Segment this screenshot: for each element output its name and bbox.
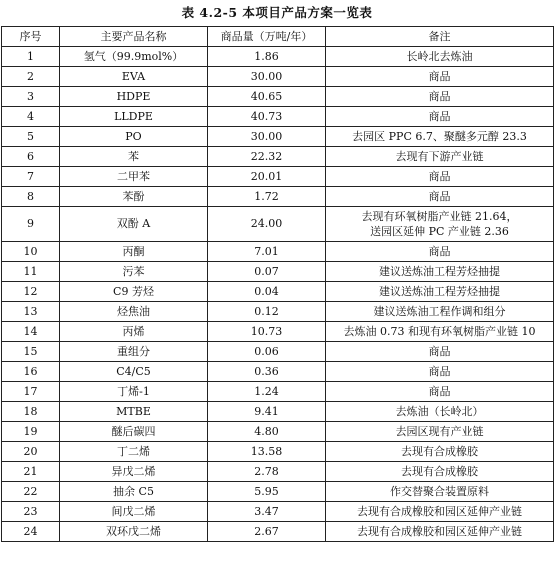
row-note <box>326 302 554 322</box>
row-no: 1 <box>2 47 60 67</box>
row-note <box>326 107 554 127</box>
row-note <box>326 442 554 462</box>
row-note-line: 去园区 PPC 6.7、聚醚多元醇 23.3 <box>352 129 527 143</box>
row-note-line: 商品 <box>428 244 451 258</box>
table-row <box>2 462 554 482</box>
table-header-row <box>2 27 554 47</box>
table-row <box>2 107 554 127</box>
row-note-line: 长岭北去炼油 <box>406 49 473 63</box>
row-no: 21 <box>2 462 60 482</box>
table-row <box>2 167 554 187</box>
row-note <box>326 522 554 542</box>
row-quantity: 0.07 <box>208 262 326 282</box>
row-quantity: 9.41 <box>208 402 326 422</box>
row-note-line: 商品 <box>428 89 451 103</box>
table-row <box>2 147 554 167</box>
row-quantity: 1.24 <box>208 382 326 402</box>
table-caption: 表 4.2-5 本项目产品方案一览表 <box>181 5 373 20</box>
row-no: 17 <box>2 382 60 402</box>
row-product-name: MTBE <box>60 402 208 422</box>
table-row <box>2 242 554 262</box>
row-quantity: 40.73 <box>208 107 326 127</box>
row-note-line: 商品 <box>428 109 451 123</box>
row-product-name: HDPE <box>60 87 208 107</box>
table-row <box>2 522 554 542</box>
row-note-line: 建议送炼油工程作调和组分 <box>373 304 506 318</box>
row-no: 2 <box>2 67 60 87</box>
row-note <box>326 402 554 422</box>
row-note <box>326 242 554 262</box>
row-product-name: 苯 <box>60 147 208 167</box>
row-no: 24 <box>2 522 60 542</box>
row-product-name: C9 芳烃 <box>60 282 208 302</box>
row-no: 3 <box>2 87 60 107</box>
row-quantity: 40.65 <box>208 87 326 107</box>
row-no: 20 <box>2 442 60 462</box>
row-note <box>326 462 554 482</box>
row-note-line: 商品 <box>428 189 451 203</box>
row-quantity: 0.04 <box>208 282 326 302</box>
row-note <box>326 382 554 402</box>
row-no: 4 <box>2 107 60 127</box>
row-quantity: 20.01 <box>208 167 326 187</box>
row-note-line: 送园区延伸 PC 产业链 2.36 <box>370 225 509 238</box>
row-quantity: 2.78 <box>208 462 326 482</box>
row-note <box>326 187 554 207</box>
header-no: 序号 <box>2 27 60 47</box>
product-table <box>1 26 554 542</box>
row-note <box>326 502 554 522</box>
row-note <box>326 262 554 282</box>
row-product-name: 间戊二烯 <box>60 502 208 522</box>
row-product-name: 丙烯 <box>60 322 208 342</box>
table-row <box>2 402 554 422</box>
row-product-name: 丁烯-1 <box>60 382 208 402</box>
table-row <box>2 482 554 502</box>
row-note <box>326 322 554 342</box>
row-note <box>326 167 554 187</box>
row-product-name: C4/C5 <box>60 362 208 382</box>
row-quantity: 1.86 <box>208 47 326 67</box>
table-row <box>2 127 554 147</box>
row-product-name: 烃焦油 <box>60 302 208 322</box>
row-quantity: 4.80 <box>208 422 326 442</box>
row-product-name: 双酚 A <box>60 207 208 242</box>
row-note-line: 去现有下游产业链 <box>395 149 484 163</box>
row-no: 12 <box>2 282 60 302</box>
row-note <box>326 127 554 147</box>
row-note-line: 商品 <box>428 384 451 398</box>
row-quantity: 22.32 <box>208 147 326 167</box>
row-note-line: 商品 <box>428 69 451 83</box>
row-note-line: 去现有合成橡胶和园区延伸产业链 <box>357 504 522 518</box>
row-no: 9 <box>2 207 60 242</box>
row-note <box>326 47 554 67</box>
table-row <box>2 422 554 442</box>
header-quantity: 商品量（万吨/年） <box>208 27 326 47</box>
row-note <box>326 67 554 87</box>
row-quantity: 30.00 <box>208 127 326 147</box>
row-no: 5 <box>2 127 60 147</box>
row-no: 19 <box>2 422 60 442</box>
row-product-name: 污苯 <box>60 262 208 282</box>
row-note-line: 去园区现有产业链 <box>395 424 484 438</box>
row-product-name: PO <box>60 127 208 147</box>
row-quantity: 24.00 <box>208 207 326 242</box>
row-no: 14 <box>2 322 60 342</box>
row-note-line: 去炼油 0.73 和现有环氧树脂产业链 10 <box>343 324 536 338</box>
row-note <box>326 207 554 242</box>
row-quantity: 0.12 <box>208 302 326 322</box>
row-product-name: 丁二烯 <box>60 442 208 462</box>
header-product-name: 主要产品名称 <box>60 27 208 47</box>
table-row <box>2 322 554 342</box>
row-product-name: 抽余 C5 <box>60 482 208 502</box>
table-row <box>2 362 554 382</box>
row-product-name: 二甲苯 <box>60 167 208 187</box>
row-quantity: 0.36 <box>208 362 326 382</box>
row-no: 10 <box>2 242 60 262</box>
table-row <box>2 302 554 322</box>
table-row <box>2 502 554 522</box>
row-note <box>326 87 554 107</box>
table-row <box>2 187 554 207</box>
row-note <box>326 482 554 502</box>
row-note <box>326 147 554 167</box>
row-note-line: 建议送炼油工程芳烃抽提 <box>379 264 500 278</box>
row-quantity: 3.47 <box>208 502 326 522</box>
row-note <box>326 422 554 442</box>
row-note-line: 商品 <box>428 364 451 378</box>
row-note-line: 去现有合成橡胶和园区延伸产业链 <box>357 524 522 538</box>
row-product-name: 丙酮 <box>60 242 208 262</box>
row-product-name: EVA <box>60 67 208 87</box>
row-no: 16 <box>2 362 60 382</box>
row-note <box>326 342 554 362</box>
row-note-line: 商品 <box>428 169 451 183</box>
table-row <box>2 382 554 402</box>
row-note-line: 建议送炼油工程芳烃抽提 <box>379 284 500 298</box>
row-no: 8 <box>2 187 60 207</box>
row-quantity: 0.06 <box>208 342 326 362</box>
row-note-line: 去现有合成橡胶 <box>401 444 478 458</box>
header-note: 备注 <box>326 27 554 47</box>
table-row <box>2 47 554 67</box>
row-quantity: 7.01 <box>208 242 326 262</box>
row-product-name: 双环戊二烯 <box>60 522 208 542</box>
row-quantity: 10.73 <box>208 322 326 342</box>
row-note-line: 作交替聚合装置原料 <box>390 484 489 498</box>
row-note <box>326 282 554 302</box>
table-row <box>2 442 554 462</box>
row-product-name: 醚后碳四 <box>60 422 208 442</box>
row-no: 23 <box>2 502 60 522</box>
row-note-line: 去现有环氧树脂产业链 21.64， <box>361 210 518 223</box>
row-note-line: 去炼油（长岭北） <box>395 404 484 418</box>
row-no: 11 <box>2 262 60 282</box>
table-row <box>2 87 554 107</box>
row-note <box>326 362 554 382</box>
row-product-name: 异戊二烯 <box>60 462 208 482</box>
table-row <box>2 282 554 302</box>
table-row <box>2 262 554 282</box>
table-row <box>2 342 554 362</box>
row-note-line: 商品 <box>428 344 451 358</box>
row-product-name: 重组分 <box>60 342 208 362</box>
row-note-line: 去现有合成橡胶 <box>401 464 478 478</box>
row-no: 7 <box>2 167 60 187</box>
row-no: 18 <box>2 402 60 422</box>
table-row <box>2 207 554 242</box>
row-quantity: 13.58 <box>208 442 326 462</box>
row-no: 15 <box>2 342 60 362</box>
row-no: 6 <box>2 147 60 167</box>
row-quantity: 5.95 <box>208 482 326 502</box>
row-quantity: 1.72 <box>208 187 326 207</box>
row-no: 22 <box>2 482 60 502</box>
row-quantity: 2.67 <box>208 522 326 542</box>
row-quantity: 30.00 <box>208 67 326 87</box>
row-product-name: 苯酚 <box>60 187 208 207</box>
row-product-name: 氢气（99.9mol%） <box>60 47 208 67</box>
table-row <box>2 67 554 87</box>
row-no: 13 <box>2 302 60 322</box>
row-product-name: LLDPE <box>60 107 208 127</box>
